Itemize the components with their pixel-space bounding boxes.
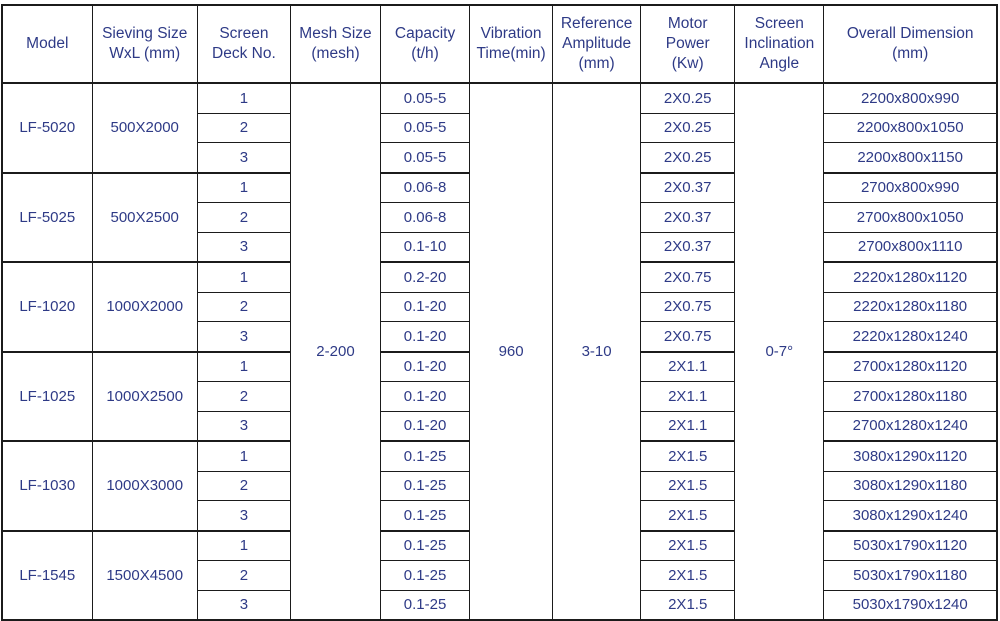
capacity-cell: 0.1-25	[381, 471, 470, 501]
capacity-cell: 0.1-25	[381, 441, 470, 471]
capacity-cell: 0.1-25	[381, 590, 470, 620]
header-dimension: Overall Dimension (mm)	[824, 5, 997, 83]
motor-power-cell: 2X0.37	[641, 232, 735, 262]
dimension-cell: 5030x1790x1240	[824, 590, 997, 620]
motor-power-cell: 2X0.25	[641, 83, 735, 113]
capacity-cell: 0.1-25	[381, 501, 470, 531]
dimension-cell: 2220x1280x1240	[824, 322, 997, 352]
header-row	[2, 5, 997, 83]
motor-power-cell: 2X0.75	[641, 322, 735, 352]
deck-no-cell: 2	[197, 113, 290, 143]
deck-no-cell: 1	[197, 352, 290, 382]
motor-power-cell: 2X1.5	[641, 590, 735, 620]
header-sieving-size: Sieving Size WxL (mm)	[92, 5, 197, 83]
model-cell: LF-1025	[2, 352, 92, 442]
deck-no-cell: 2	[197, 292, 290, 322]
capacity-cell: 0.1-20	[381, 411, 470, 441]
motor-power-cell: 2X0.25	[641, 113, 735, 143]
dimension-cell: 2200x800x990	[824, 83, 997, 113]
motor-power-cell: 2X1.1	[641, 411, 735, 441]
dimension-cell: 3080x1290x1240	[824, 501, 997, 531]
capacity-cell: 0.05-5	[381, 113, 470, 143]
dimension-cell: 3080x1290x1120	[824, 441, 997, 471]
capacity-cell: 0.2-20	[381, 262, 470, 292]
motor-power-cell: 2X1.1	[641, 382, 735, 412]
dimension-cell: 2700x1280x1180	[824, 382, 997, 412]
header-inclination: Screen Inclination Angle	[735, 5, 824, 83]
table-body	[2, 83, 997, 620]
deck-no-cell: 2	[197, 203, 290, 233]
deck-no-cell: 3	[197, 590, 290, 620]
vibration-time-cell: 960	[470, 83, 553, 620]
dimension-cell: 5030x1790x1120	[824, 531, 997, 561]
header-model: Model	[2, 5, 92, 83]
sieving-size-cell: 1000X2000	[92, 262, 197, 352]
table-row	[2, 83, 997, 113]
dimension-cell: 2200x800x1150	[824, 143, 997, 173]
header-amplitude: Reference Amplitude (mm)	[553, 5, 641, 83]
deck-no-cell: 1	[197, 83, 290, 113]
sieving-size-cell: 500X2000	[92, 83, 197, 173]
capacity-cell: 0.1-10	[381, 232, 470, 262]
sieving-size-cell: 1000X2500	[92, 352, 197, 442]
deck-no-cell: 2	[197, 471, 290, 501]
capacity-cell: 0.1-20	[381, 292, 470, 322]
motor-power-cell: 2X0.25	[641, 143, 735, 173]
deck-no-cell: 3	[197, 501, 290, 531]
motor-power-cell: 2X1.1	[641, 352, 735, 382]
motor-power-cell: 2X1.5	[641, 441, 735, 471]
dimension-cell: 2700x800x1050	[824, 203, 997, 233]
model-cell: LF-1545	[2, 531, 92, 621]
header-vibration: Vibration Time(min)	[470, 5, 553, 83]
capacity-cell: 0.1-20	[381, 352, 470, 382]
deck-no-cell: 3	[197, 411, 290, 441]
deck-no-cell: 1	[197, 531, 290, 561]
sieving-size-cell: 500X2500	[92, 173, 197, 263]
deck-no-cell: 1	[197, 441, 290, 471]
model-cell: LF-1030	[2, 441, 92, 531]
motor-power-cell: 2X0.37	[641, 173, 735, 203]
dimension-cell: 2700x1280x1120	[824, 352, 997, 382]
header-motor-power: Motor Power (Kw)	[641, 5, 735, 83]
dimension-cell: 5030x1790x1180	[824, 561, 997, 591]
motor-power-cell: 2X0.75	[641, 292, 735, 322]
deck-no-cell: 2	[197, 561, 290, 591]
spec-table	[1, 4, 998, 621]
dimension-cell: 3080x1290x1180	[824, 471, 997, 501]
motor-power-cell: 2X1.5	[641, 501, 735, 531]
deck-no-cell: 3	[197, 143, 290, 173]
header-deck-no: Screen Deck No.	[197, 5, 290, 83]
motor-power-cell: 2X0.37	[641, 203, 735, 233]
table-header	[2, 5, 997, 83]
motor-power-cell: 2X0.75	[641, 262, 735, 292]
model-cell: LF-5025	[2, 173, 92, 263]
capacity-cell: 0.1-25	[381, 561, 470, 591]
inclination-angle-cell: 0-7°	[735, 83, 824, 620]
sieving-size-cell: 1500X4500	[92, 531, 197, 621]
model-cell: LF-1020	[2, 262, 92, 352]
motor-power-cell: 2X1.5	[641, 471, 735, 501]
amplitude-cell: 3-10	[553, 83, 641, 620]
deck-no-cell: 3	[197, 232, 290, 262]
deck-no-cell: 3	[197, 322, 290, 352]
motor-power-cell: 2X1.5	[641, 561, 735, 591]
capacity-cell: 0.06-8	[381, 173, 470, 203]
model-cell: LF-5020	[2, 83, 92, 173]
capacity-cell: 0.1-20	[381, 382, 470, 412]
dimension-cell: 2700x800x1110	[824, 232, 997, 262]
header-capacity: Capacity (t/h)	[381, 5, 470, 83]
sieving-size-cell: 1000X3000	[92, 441, 197, 531]
deck-no-cell: 2	[197, 382, 290, 412]
dimension-cell: 2700x800x990	[824, 173, 997, 203]
capacity-cell: 0.05-5	[381, 83, 470, 113]
dimension-cell: 2220x1280x1120	[824, 262, 997, 292]
deck-no-cell: 1	[197, 262, 290, 292]
capacity-cell: 0.06-8	[381, 203, 470, 233]
dimension-cell: 2220x1280x1180	[824, 292, 997, 322]
dimension-cell: 2200x800x1050	[824, 113, 997, 143]
capacity-cell: 0.1-25	[381, 531, 470, 561]
capacity-cell: 0.1-20	[381, 322, 470, 352]
mesh-size-cell: 2-200	[290, 83, 380, 620]
capacity-cell: 0.05-5	[381, 143, 470, 173]
dimension-cell: 2700x1280x1240	[824, 411, 997, 441]
motor-power-cell: 2X1.5	[641, 531, 735, 561]
header-mesh-size: Mesh Size (mesh)	[290, 5, 380, 83]
deck-no-cell: 1	[197, 173, 290, 203]
